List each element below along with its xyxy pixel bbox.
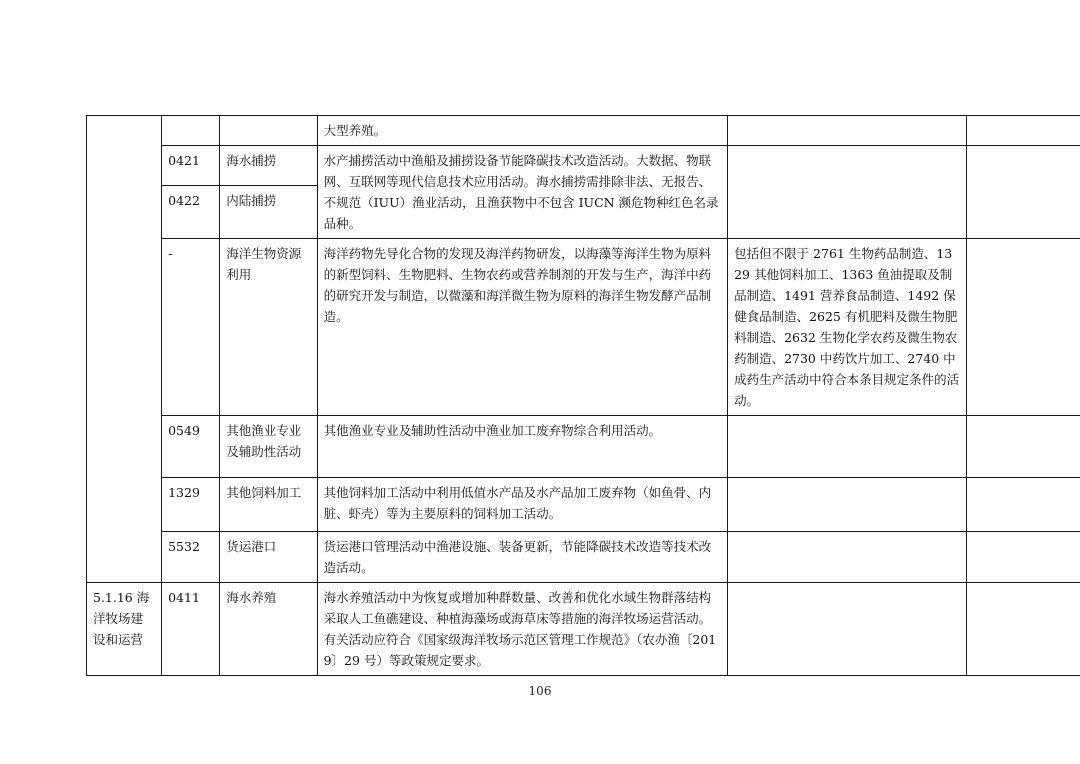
name-cell: 海水捕捞 (220, 146, 317, 186)
code-cell: 5532 (162, 532, 220, 583)
note-cell (728, 146, 967, 239)
note-cell (728, 583, 967, 676)
extra-cell (967, 416, 1080, 478)
section-cell: 5.1.16 海洋牧场建设和运营 (87, 583, 162, 676)
section-cell (87, 116, 162, 583)
code-cell: 0422 (162, 185, 220, 238)
desc-cell: 海水养殖活动中为恢复或增加种群数量、改善和优化水域生物群落结构采取人工鱼礁建设、种植海藻场或海草床等措施的海洋牧场运营活动。有关活动应符合《国家级海洋牧场示范区管理工作规范》（农办渔〔2019〕29 号）等政策规定要求。 (317, 583, 727, 676)
table-row (87, 532, 1080, 583)
extra-cell (967, 239, 1080, 416)
table-row (87, 478, 1080, 532)
desc-cell: 货运港口管理活动中渔港设施、装备更新，节能降碳技术改造等技术改造活动。 (317, 532, 727, 583)
name-cell: 内陆捕捞 (220, 185, 317, 238)
note-cell (728, 416, 967, 478)
desc-cell: 其他饲料加工活动中利用低值水产品及水产品加工废弃物（如鱼骨、内脏、虾壳）等为主要原料的饲料加工活动。 (317, 478, 727, 532)
note-cell (728, 478, 967, 532)
desc-cell: 水产捕捞活动中渔船及捕捞设备节能降碳技术改造活动。大数据、物联网、互联网等现代信息技术应用活动。海水捕捞需排除非法、无报告、不规范（IUU）渔业活动，且渔获物中不包含 IUCN 濒危物种红色名录品种。 (317, 146, 727, 239)
table-row (87, 416, 1080, 478)
name-cell (220, 116, 317, 146)
code-cell: 0549 (162, 416, 220, 478)
name-cell: 海水养殖 (220, 583, 317, 676)
extra-cell (967, 478, 1080, 532)
desc-cell: 大型养殖。 (317, 116, 727, 146)
extra-cell (967, 583, 1080, 676)
name-cell: 其他渔业专业及辅助性活动 (220, 416, 317, 478)
note-cell (728, 116, 967, 146)
code-cell: 0421 (162, 146, 220, 186)
table-row (87, 146, 1080, 186)
extra-cell (967, 116, 1080, 146)
desc-cell: 海洋药物先导化合物的发现及海洋药物研发，以海藻等海洋生物为原料的新型饲料、生物肥料、生物农药或营养制剂的开发与生产，海洋中药的研究开发与制造，以微藻和海洋微生物为原料的海洋生物发酵产品制造。 (317, 239, 727, 416)
code-cell: - (162, 239, 220, 416)
code-cell: 0411 (162, 583, 220, 676)
code-cell: 1329 (162, 478, 220, 532)
table-row (87, 116, 1080, 146)
page-number: 106 (528, 684, 552, 698)
name-cell: 其他饲料加工 (220, 478, 317, 532)
name-cell: 海洋生物资源利用 (220, 239, 317, 416)
name-cell: 货运港口 (220, 532, 317, 583)
note-cell: 包括但不限于 2761 生物药品制造、1329 其他饲料加工、1363 鱼油提取及制品制造、1491 营养食品制造、1492 保健食品制造、2625 有机肥料及微生物肥料制造、2632 生物化学农药及微生物农药制造、2730 中药饮片加工、2740 中成药生产活动中符合本条目规定条件的活动。 (728, 239, 967, 416)
extra-cell (967, 146, 1080, 239)
table-row (87, 583, 1080, 676)
code-cell (162, 116, 220, 146)
desc-cell: 其他渔业专业及辅助性活动中渔业加工废弃物综合利用活动。 (317, 416, 727, 478)
table-row (87, 239, 1080, 416)
catalog-table (86, 115, 1080, 676)
extra-cell (967, 532, 1080, 583)
note-cell (728, 532, 967, 583)
